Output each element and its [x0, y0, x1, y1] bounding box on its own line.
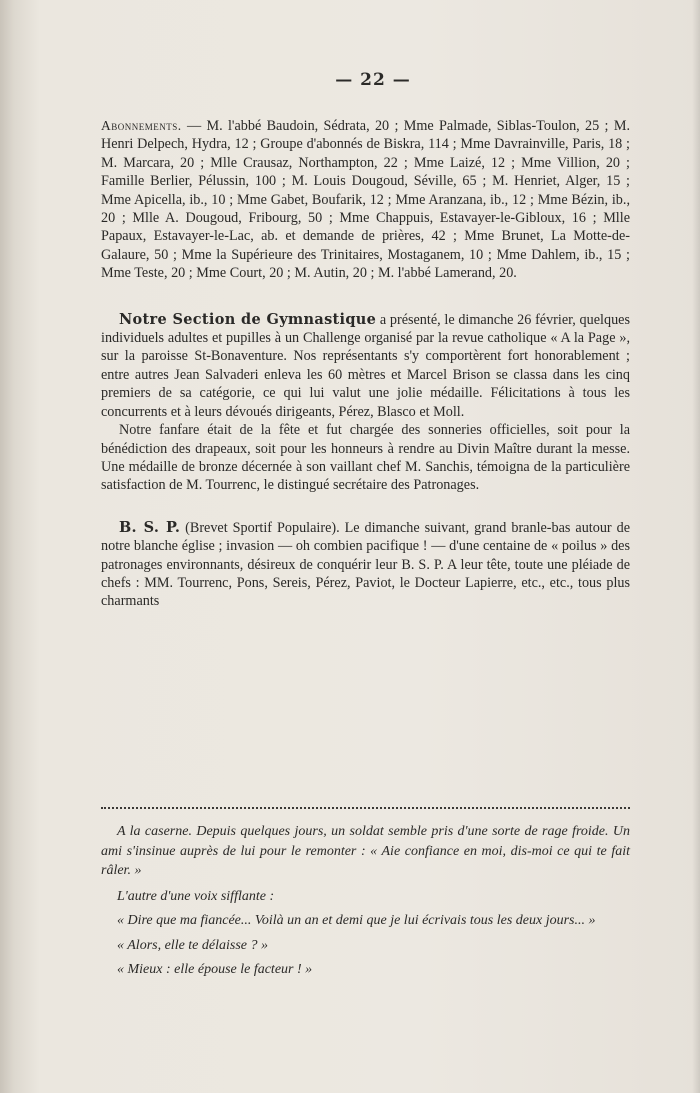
fanfare-paragraph: Notre fanfare était de la fête et fut chargée des sonneries officielles, soit pour la bénédiction des drapeaux, soit pour les honneurs à rendre au Divin Maître durant la messe. Une médaille de bronze décernée à son vaillant chef M. Sanchis, témoigna de la particulière satisfaction de M. Tourrenc, le distingué secrétaire des Patronages. — [101, 422, 630, 494]
bsp-paragraph — [101, 519, 630, 611]
bsp-heading: B. S. P. — [119, 518, 181, 536]
anecdote-line-2: L'autre d'une voix sifflante : — [117, 888, 275, 904]
dotted-separator — [101, 807, 630, 809]
bsp-text: (Brevet Sportif Populaire). Le dimanche suivant, grand branle-bas autour de notre blanche église ; invasion — oh combien pacifique ! — d'une centaine de « poilus » des patronages environnants, désireux de conquérir leur B. S. P. A leur tête, toute une pléiade de chefs : MM. Tourrenc, Pons, Sereis, Pérez, Paviot, le Docteur Lapierre, etc., etc., tous plus charmants — [101, 519, 630, 610]
gymnastique-text: a présenté, le dimanche 26 février, quelques individuels adultes et pupilles à un Challenge organisé par la revue catholique « A la Page », sur la paroisse St-Bonaventure. Nos représentants s'y comportèrent fort honorablement ; entre autres Jean Salvaderi enleva les 60 mètres et Marcel Brison se classa dans les cinq premiers de sa catégorie, ce qui lui valut une jolie médaille. Félicitations à tous les concurrents et à leurs dévoués dirigeants, Pérez, Blasco et Moll. — [101, 311, 630, 420]
abonnements-heading: Abonnements. — [101, 118, 182, 133]
main-text — [101, 117, 630, 611]
anecdote-line-3: « Dire que ma fiancée... Voilà un an et demi que je lui écrivais tous les deux jours... » — [117, 913, 596, 928]
anecdote-intro: A la caserne. Depuis quelques jours, un soldat semble pris d'une sorte de rage froide. Un ami s'insinue auprès de lui pour le remonter : « Aie confiance en moi, dis-moi ce qui te fait râler. » — [101, 824, 630, 878]
abonnements-text: — M. l'abbé Baudoin, Sédrata, 20 ; Mme Palmade, Siblas-Toulon, 25 ; M. Henri Delpech, Hydra, 12 ; Groupe d'abonnés de Biskra, 114 ; Mme Davrainville, Paris, 18 ; M. Marcara, 20 ; Mlle Crausaz, Northampton, 22 ; Mme Laizé, 12 ; Mme Villion, 20 ; Famille Berlier, Pélussin, 100 ; M. Louis Dougoud, Séville, 65 ; M. Henriet, Alger, 15 ; Mme Apicella, ib., 10 ; Mme Gabet, Boufarik, 12 ; Mme Aranzana, ib., 12 ; Mme Bézin, ib., 20 ; Mlle A. Dougoud, Fribourg, 50 ; Mme Chappuis, Estavayer-le-Gibloux, 16 ; Mlle Papaux, Estavayer-le-Lac, ab. et demande de prières, 42 ; Mme Brunet, La Motte-de-Galaure, 50 ; Mme la Supérieure des Trinitaires, Mostaganem, 10 ; Mme Dahlem, ib., 15 ; Mme Teste, 20 ; Mme Court, 20 ; M. Autin, 20 ; M. l'abbé Lamerand, 20. — [101, 118, 630, 282]
abonnements-paragraph — [101, 117, 630, 283]
anecdote-box — [101, 822, 630, 985]
gymnastique-heading: Notre Section de Gymnastique — [119, 310, 377, 328]
gymnastique-paragraph — [101, 311, 630, 421]
anecdote-line-5: « Mieux : elle épouse le facteur ! » — [117, 962, 313, 977]
page-number: — 22 — — [335, 70, 411, 90]
anecdote-line-4: « Alors, elle te délaisse ? » — [117, 937, 268, 953]
